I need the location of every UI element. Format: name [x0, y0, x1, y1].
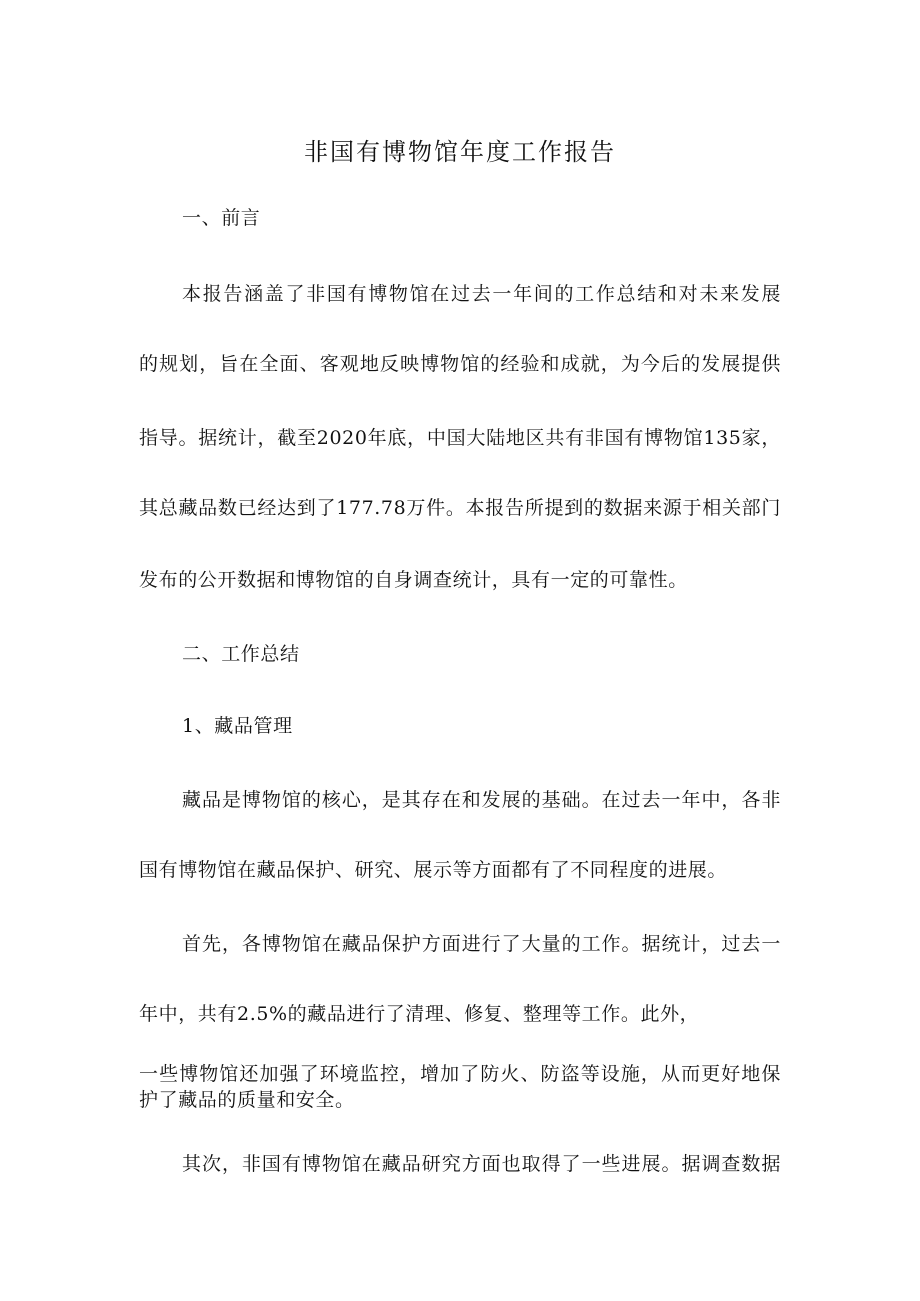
paragraph-line: 年中，共有2.5%的藏品进行了清理、修复、整理等工作。此外，	[139, 1003, 700, 1025]
paragraph-line: 的规划，旨在全面、客观地反映博物馆的经验和成就，为今后的发展提供	[139, 353, 781, 375]
paragraph-line: 藏品是博物馆的核心，是其存在和发展的基础。在过去一年中，各非	[182, 789, 781, 811]
paragraph-line: 发布的公开数据和博物馆的自身调查统计，具有一定的可靠性。	[139, 569, 688, 591]
paragraph-line: 首先，各博物馆在藏品保护方面进行了大量的工作。据统计，过去一	[182, 933, 781, 955]
paragraph-line: 护了藏品的质量和安全。	[139, 1089, 355, 1111]
document-title: 非国有博物馆年度工作报告	[304, 138, 616, 166]
paragraph-line: 国有博物馆在藏品保护、研究、展示等方面都有了不同程度的进展。	[139, 859, 728, 881]
paragraph-line: 本报告涵盖了非国有博物馆在过去一年间的工作总结和对未来发展	[182, 283, 781, 305]
paragraph-line: 其次，非国有博物馆在藏品研究方面也取得了一些进展。据调查数据	[182, 1153, 781, 1175]
paragraph-line: 指导。据统计，截至2020年底，中国大陆地区共有非国有博物馆135家，	[139, 427, 781, 449]
paragraph-line: 其总藏品数已经达到了177.78万件。本报告所提到的数据来源于相关部门	[139, 497, 781, 519]
subheading-collection-management: 1、藏品管理	[182, 715, 293, 737]
paragraph-line: 一些博物馆还加强了环境监控，增加了防火、防盗等设施，从而更好地保	[139, 1063, 781, 1085]
heading-preface: 一、前言	[182, 207, 261, 229]
heading-work-summary: 二、工作总结	[182, 643, 300, 665]
